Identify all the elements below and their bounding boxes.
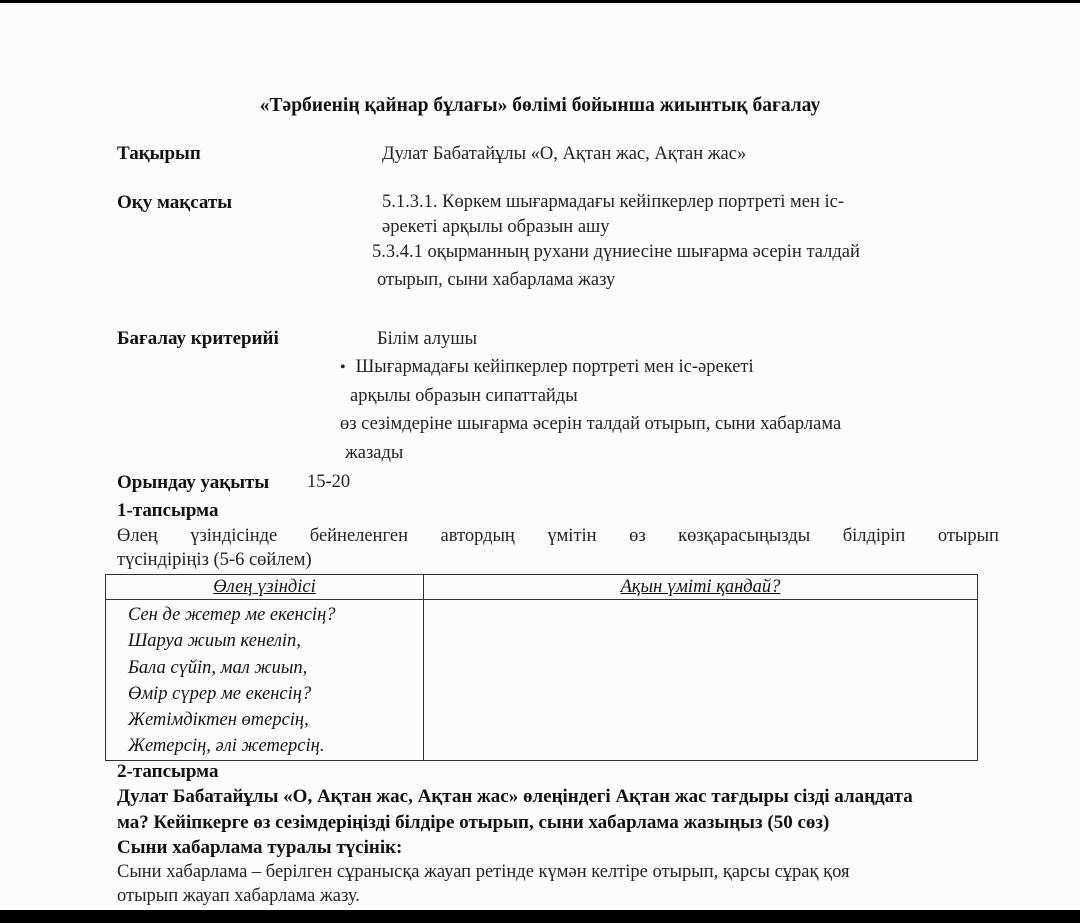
poem-line: Өмір сүрер ме екенсің? — [128, 683, 312, 704]
criteria-line: өз сезімдеріне шығарма әсерін талдай отырып, сыни хабарлама — [340, 414, 842, 434]
word: көзқарасыңызды — [678, 526, 811, 546]
word: бейнеленген — [309, 526, 408, 546]
topic-label: Тақырып — [117, 143, 201, 164]
poem-line: Сен де жетер ме екенсің? — [128, 605, 336, 625]
criteria-bullet-item — [340, 357, 754, 378]
word: Өлең — [117, 526, 158, 546]
word: білдіріп — [842, 526, 906, 546]
criteria-line: жазады — [345, 443, 404, 463]
task2-heading: 2-тапсырма — [117, 761, 219, 782]
task1-instruction-line2: түсіндіріңіз (5-6 сөйлем) — [117, 550, 312, 570]
answer-column-header: Ақын үміті қандай? — [424, 575, 978, 600]
objective-line: әрекеті арқылы образын ашу — [382, 217, 610, 237]
poem-cell — [106, 600, 424, 761]
poem-column-header: Өлең үзіндісі — [106, 575, 424, 600]
criteria-line: Шығармадағы кейіпкерлер портреті мен іс-әрекеті — [355, 357, 754, 377]
task2-prompt-line: Дулат Бабатайұлы «О, Ақтан жас, Ақтан жас» өлеңіндегі Ақтан жас тағдыры сізді алаңдата — [117, 786, 913, 807]
concept-heading: Сыни хабарлама туралы түсінік: — [117, 837, 403, 858]
objectives-label: Оқу мақсаты — [117, 192, 233, 213]
poem-line: Жетімдіктен өтерсің, — [128, 710, 309, 731]
time-label: Орындау уақыты — [117, 472, 270, 493]
answer-cell — [424, 600, 978, 761]
word: үзіндісінде — [190, 526, 278, 546]
objective-line: отырып, сыни хабарлама жазу — [377, 270, 616, 290]
page-title: «Тәрбиенің қайнар бұлағы» бөлімі бойынша жиынтық бағалау — [259, 95, 821, 116]
topic-value: Дулат Бабатайұлы «О, Ақтан жас, Ақтан жас» — [382, 144, 747, 164]
task2-prompt-line: ма? Кейіпкерге өз сезімдеріңізді білдіре отырып, сыни хабарлама жазыңыз (50 сөз) — [117, 812, 830, 833]
word: отырып — [937, 526, 999, 546]
criteria-line: арқылы образын сипаттайды — [350, 386, 578, 406]
word: автордың — [440, 526, 515, 546]
bottom-edge — [0, 910, 1080, 923]
criteria-label: Бағалау критерийі — [117, 328, 279, 349]
word: өз — [629, 526, 646, 546]
bullet-icon: • — [340, 359, 346, 376]
definition-line: отырып жауап хабарлама жазу. — [117, 886, 360, 906]
poem-line: Шаруа жиып кенеліп, — [128, 631, 301, 652]
task1-heading: 1-тапсырма — [117, 500, 219, 521]
poem-line: Бала сүйіп, мал жиып, — [128, 657, 308, 678]
definition-line: Сыни хабарлама – берілген сұранысқа жауап ретінде күмән келтіре отырып, қарсы сұрақ қоя — [117, 862, 850, 882]
time-value: 15-20 — [307, 472, 351, 492]
task1-instruction — [117, 526, 999, 547]
objective-line: 5.1.3.1. Көркем шығармадағы кейіпкерлер портреті мен іс- — [382, 192, 845, 212]
poem-line: Жетерсің, әлі жетерсің. — [128, 736, 325, 757]
word: үмітін — [547, 526, 597, 546]
document-page — [0, 3, 1080, 910]
criteria-intro: Білім алушы — [377, 329, 477, 349]
objective-line: 5.3.4.1 оқырманның рухани дүниесіне шығарма әсерін талдай — [372, 242, 860, 262]
poem-table — [105, 574, 978, 761]
